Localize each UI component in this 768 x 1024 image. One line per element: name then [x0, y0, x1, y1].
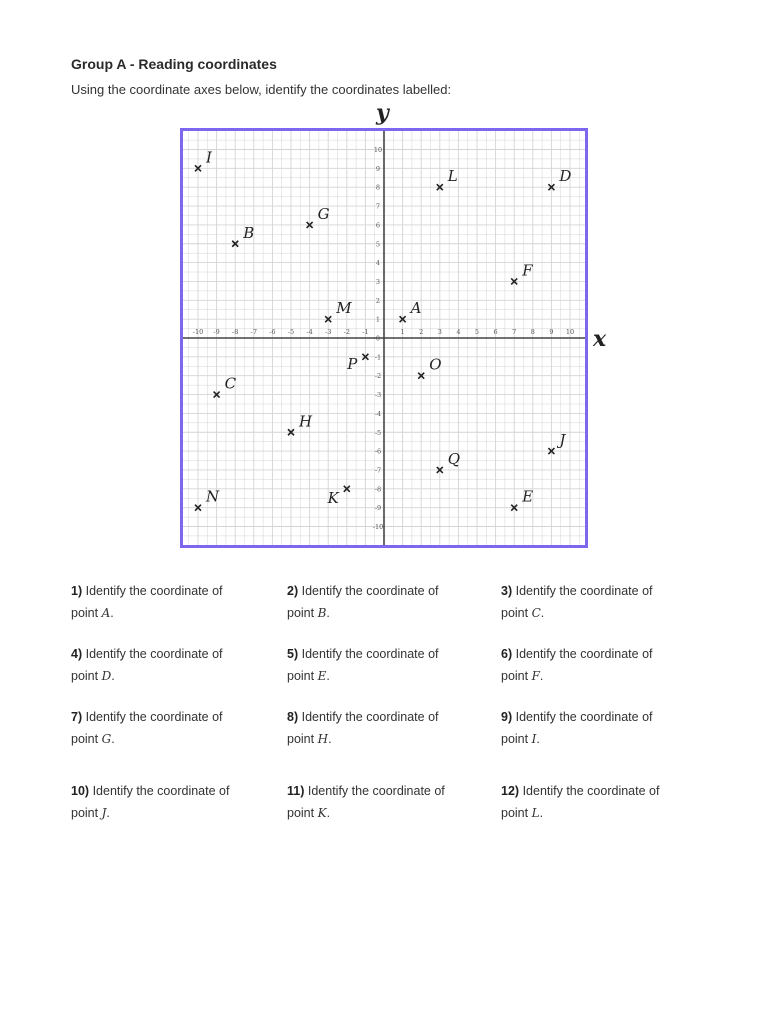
question-number: 1): [71, 584, 83, 598]
question-point-word: point: [71, 806, 99, 820]
x-tick-label: -2: [343, 328, 350, 336]
y-tick-label: 7: [375, 202, 381, 211]
question-point-word: point: [501, 606, 529, 620]
question-period: .: [110, 606, 114, 620]
y-tick-label: -9: [374, 504, 382, 513]
question-point-word: point: [71, 606, 99, 620]
question-number: 6): [501, 647, 513, 661]
question-item: [501, 643, 711, 687]
question-period: .: [539, 669, 544, 683]
x-tick-label: 10: [565, 328, 575, 336]
question-point-word: point: [287, 806, 315, 820]
question-text: Identify the coordinate of: [307, 784, 445, 798]
point-label-h: H: [299, 412, 313, 431]
x-tick-label: 4: [456, 328, 461, 336]
y-tick-label: 0: [375, 334, 381, 343]
question-point-letter: J: [101, 806, 107, 820]
question-point-letter: I: [531, 732, 537, 746]
question-text: Identify the coordinate of: [522, 784, 660, 798]
y-axis-label: y: [376, 100, 389, 126]
point-label-n: N: [206, 487, 220, 506]
x-tick-label: -7: [250, 328, 257, 336]
y-tick-label: -1: [374, 353, 382, 362]
x-tick-label: -3: [325, 328, 332, 336]
question-period: .: [326, 669, 330, 683]
question-text: Identify the coordinate of: [301, 584, 439, 598]
y-tick-label: 8: [375, 183, 381, 192]
x-tick-label: 8: [530, 328, 535, 336]
x-tick-label: 1: [400, 328, 405, 336]
question-point-letter: F: [531, 669, 540, 683]
point-label-q: Q: [447, 449, 461, 468]
coordinate-grid-svg: [180, 128, 588, 548]
point-label-o: O: [429, 355, 442, 374]
question-text: Identify the coordinate of: [85, 584, 223, 598]
y-tick-label: -5: [374, 428, 382, 437]
question-number: 8): [287, 710, 299, 724]
question-period: .: [328, 732, 332, 746]
x-tick-label: 7: [512, 328, 517, 336]
question-number: 5): [287, 647, 299, 661]
point-label-d: D: [559, 167, 572, 186]
x-tick-label: 2: [419, 328, 424, 336]
question-number: 2): [287, 584, 299, 598]
x-tick-label: -9: [213, 328, 220, 336]
question-point-letter: D: [101, 669, 112, 683]
x-tick-label: -4: [306, 328, 313, 336]
question-item: [71, 580, 281, 624]
x-tick-label: 5: [474, 328, 480, 336]
question-item: [71, 706, 281, 750]
question-text: Identify the coordinate of: [515, 647, 653, 661]
question-text: Identify the coordinate of: [301, 710, 439, 724]
question-point-word: point: [501, 732, 529, 746]
question-point-word: point: [287, 732, 315, 746]
y-tick-label: 1: [375, 315, 381, 324]
question-period: .: [326, 806, 331, 820]
question-period: .: [111, 732, 115, 746]
question-item: [287, 706, 497, 750]
question-period: .: [106, 806, 110, 820]
question-point-letter: B: [317, 606, 327, 620]
point-label-p: P: [347, 354, 358, 373]
question-number: 4): [71, 647, 83, 661]
point-label-f: F: [522, 261, 533, 280]
question-item: [501, 780, 711, 824]
point-label-b: B: [243, 223, 255, 242]
question-item: [287, 580, 497, 624]
question-number: 11): [287, 784, 305, 798]
question-period: .: [326, 606, 330, 620]
x-axis-label: x: [593, 326, 607, 352]
question-point-letter: E: [317, 669, 327, 683]
question-item: [71, 780, 281, 824]
y-tick-label: 3: [375, 277, 381, 286]
point-label-k: K: [327, 488, 339, 507]
question-text: Identify the coordinate of: [515, 710, 653, 724]
question-number: 9): [501, 710, 513, 724]
question-text: Identify the coordinate of: [515, 584, 653, 598]
question-point-word: point: [287, 669, 315, 683]
y-tick-label: -3: [374, 391, 382, 400]
question-period: .: [540, 606, 545, 620]
point-label-g: G: [317, 204, 330, 223]
question-point-word: point: [501, 806, 529, 820]
x-tick-label: 9: [549, 328, 554, 336]
x-tick-label: -6: [269, 328, 276, 336]
question-period: .: [111, 669, 115, 683]
x-tick-label: -10: [192, 328, 204, 336]
point-label-a: A: [410, 299, 422, 318]
y-tick-label: 4: [375, 259, 381, 268]
question-number: 7): [71, 710, 83, 724]
question-point-letter: A: [101, 606, 111, 620]
instruction-text: Using the coordinate axes below, identify the coordinates labelled:: [71, 82, 452, 97]
question-point-word: point: [287, 606, 315, 620]
y-tick-label: 9: [375, 164, 381, 173]
x-tick-label: 3: [437, 328, 442, 336]
x-tick-label: -5: [287, 328, 295, 336]
question-number: 10): [71, 784, 90, 798]
question-point-word: point: [71, 669, 99, 683]
question-item: [501, 580, 711, 624]
y-tick-label: 5: [375, 240, 381, 249]
y-tick-label: 2: [375, 296, 381, 305]
y-tick-label: 6: [375, 221, 381, 230]
y-tick-label: -6: [374, 447, 382, 456]
x-tick-label: 6: [493, 328, 498, 336]
question-item: [287, 780, 497, 824]
question-text: Identify the coordinate of: [85, 647, 223, 661]
question-text: Identify the coordinate of: [92, 784, 230, 798]
point-label-i: I: [206, 148, 212, 167]
question-number: 3): [501, 584, 513, 598]
y-tick-label: -2: [374, 372, 382, 381]
question-point-letter: C: [531, 606, 541, 620]
question-point-letter: H: [317, 732, 329, 746]
y-tick-label: -7: [374, 466, 382, 475]
question-point-word: point: [71, 732, 99, 746]
point-label-l: L: [447, 167, 458, 186]
y-tick-label: 10: [373, 146, 383, 154]
coordinate-grid: [180, 128, 588, 548]
y-tick-label: -8: [374, 485, 382, 494]
question-item: [71, 643, 281, 687]
point-label-e: E: [522, 487, 534, 506]
question-period: .: [539, 806, 544, 820]
question-point-word: point: [501, 669, 529, 683]
x-tick-label: -8: [232, 328, 239, 336]
section-heading: Group A - Reading coordinates: [71, 56, 277, 72]
question-point-letter: K: [317, 806, 327, 820]
question-period: .: [536, 732, 540, 746]
point-label-c: C: [224, 374, 237, 393]
y-tick-label: -10: [372, 523, 384, 531]
question-item: [501, 706, 711, 750]
question-item: [287, 643, 497, 687]
question-text: Identify the coordinate of: [301, 647, 439, 661]
y-tick-label: -4: [374, 409, 382, 418]
x-tick-label: -1: [362, 328, 369, 336]
question-point-letter: L: [531, 806, 540, 820]
question-point-letter: G: [101, 732, 112, 746]
question-text: Identify the coordinate of: [85, 710, 223, 724]
question-number: 12): [501, 784, 520, 798]
point-label-j: J: [559, 431, 566, 450]
point-label-m: M: [336, 299, 352, 318]
